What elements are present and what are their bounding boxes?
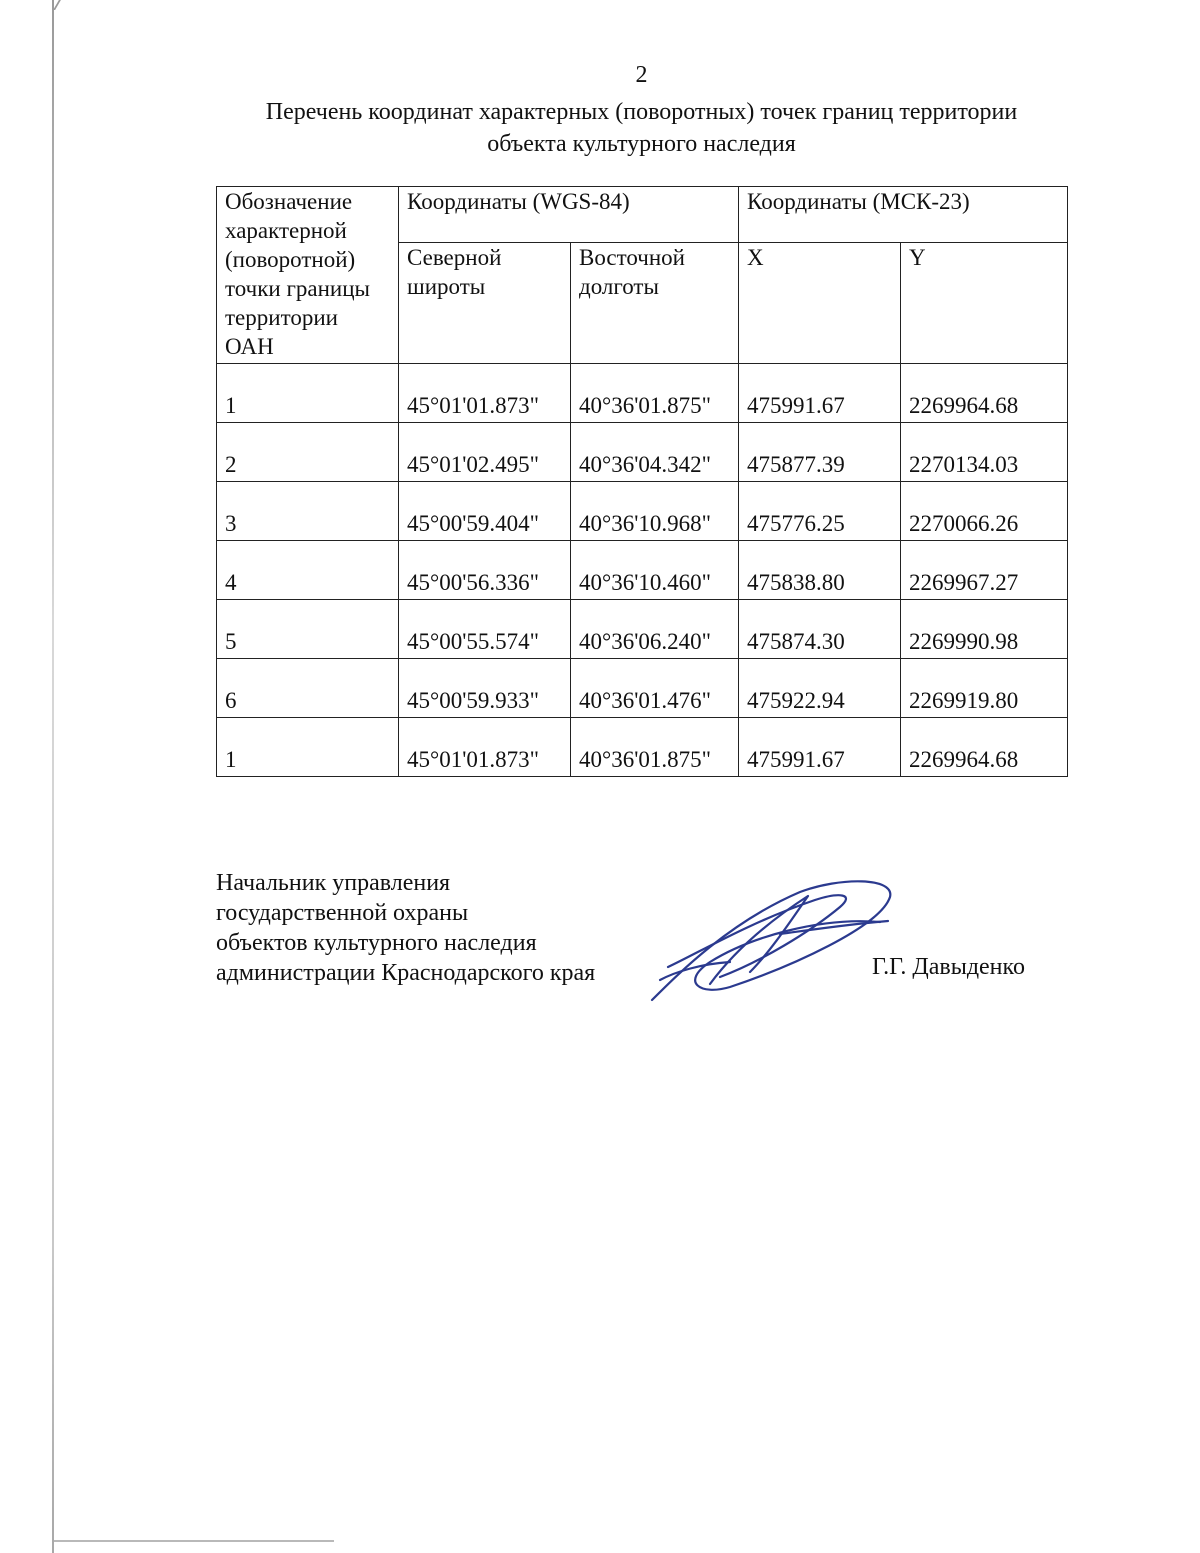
cell-point: 2	[217, 423, 399, 482]
cell-longitude: 40°36'01.875"	[571, 718, 739, 777]
cell-y: 2270066.26	[901, 482, 1068, 541]
cell-latitude: 45°00'59.404"	[399, 482, 571, 541]
signer-name: Г.Г. Давыденко	[872, 954, 1025, 980]
cell-x: 475776.25	[739, 482, 901, 541]
cell-point: 3	[217, 482, 399, 541]
cell-x: 475922.94	[739, 659, 901, 718]
signatory-position	[216, 868, 595, 988]
page-number: 2	[635, 62, 648, 88]
cell-longitude: 40°36'10.968"	[571, 482, 739, 541]
header-msk23-group: Координаты (МСК-23)	[739, 187, 1068, 243]
cell-longitude: 40°36'01.875"	[571, 364, 739, 423]
cell-latitude: 45°00'55.574"	[399, 600, 571, 659]
table-row	[217, 718, 1068, 777]
table-row	[217, 482, 1068, 541]
header-wgs84-group: Координаты (WGS-84)	[399, 187, 739, 243]
position-line-3: объектов культурного наследия	[216, 930, 537, 956]
cell-x: 475838.80	[739, 541, 901, 600]
table-row	[217, 659, 1068, 718]
table-row	[217, 423, 1068, 482]
cell-y: 2269967.27	[901, 541, 1068, 600]
cell-y: 2270134.03	[901, 423, 1068, 482]
cell-point: 1	[217, 364, 399, 423]
cell-latitude: 45°01'02.495"	[399, 423, 571, 482]
header-point-designation: Обозначение характерной (поворотной) точки границы территории ОАН	[217, 187, 399, 364]
cell-point: 1	[217, 718, 399, 777]
header-north-latitude: Северной широты	[399, 243, 571, 364]
cell-y: 2269919.80	[901, 659, 1068, 718]
handwritten-signature	[640, 872, 900, 1010]
scan-edge-bottom	[54, 1540, 334, 1542]
position-line-1: Начальник управления	[216, 870, 451, 896]
header-east-longitude: Восточной долготы	[571, 243, 739, 364]
document-title-line-1: Перечень координат характерных (поворотных) точек границ территории	[265, 99, 1018, 125]
cell-x: 475874.30	[739, 600, 901, 659]
cell-longitude: 40°36'01.476"	[571, 659, 739, 718]
table-row	[217, 364, 1068, 423]
table-row	[217, 541, 1068, 600]
cell-latitude: 45°01'01.873"	[399, 718, 571, 777]
document-title	[200, 96, 1083, 160]
cell-longitude: 40°36'06.240"	[571, 600, 739, 659]
cell-latitude: 45°00'59.933"	[399, 659, 571, 718]
cell-x: 475991.67	[739, 718, 901, 777]
document-title-line-2: объекта культурного наследия	[487, 131, 796, 157]
cell-longitude: 40°36'10.460"	[571, 541, 739, 600]
coordinates-table	[216, 186, 1068, 777]
position-line-4: администрации Краснодарского края	[216, 960, 596, 986]
scan-mark-top	[53, 0, 81, 10]
cell-point: 4	[217, 541, 399, 600]
cell-y: 2269990.98	[901, 600, 1068, 659]
cell-point: 6	[217, 659, 399, 718]
scan-edge-left	[52, 0, 54, 1553]
cell-latitude: 45°00'56.336"	[399, 541, 571, 600]
cell-point: 5	[217, 600, 399, 659]
header-x: X	[739, 243, 901, 364]
cell-y: 2269964.68	[901, 364, 1068, 423]
table-header-row-1	[217, 187, 1068, 243]
table-row	[217, 600, 1068, 659]
cell-longitude: 40°36'04.342"	[571, 423, 739, 482]
cell-x: 475991.67	[739, 364, 901, 423]
cell-y: 2269964.68	[901, 718, 1068, 777]
cell-latitude: 45°01'01.873"	[399, 364, 571, 423]
cell-x: 475877.39	[739, 423, 901, 482]
position-line-2: государственной охраны	[216, 900, 469, 926]
header-y: Y	[901, 243, 1068, 364]
